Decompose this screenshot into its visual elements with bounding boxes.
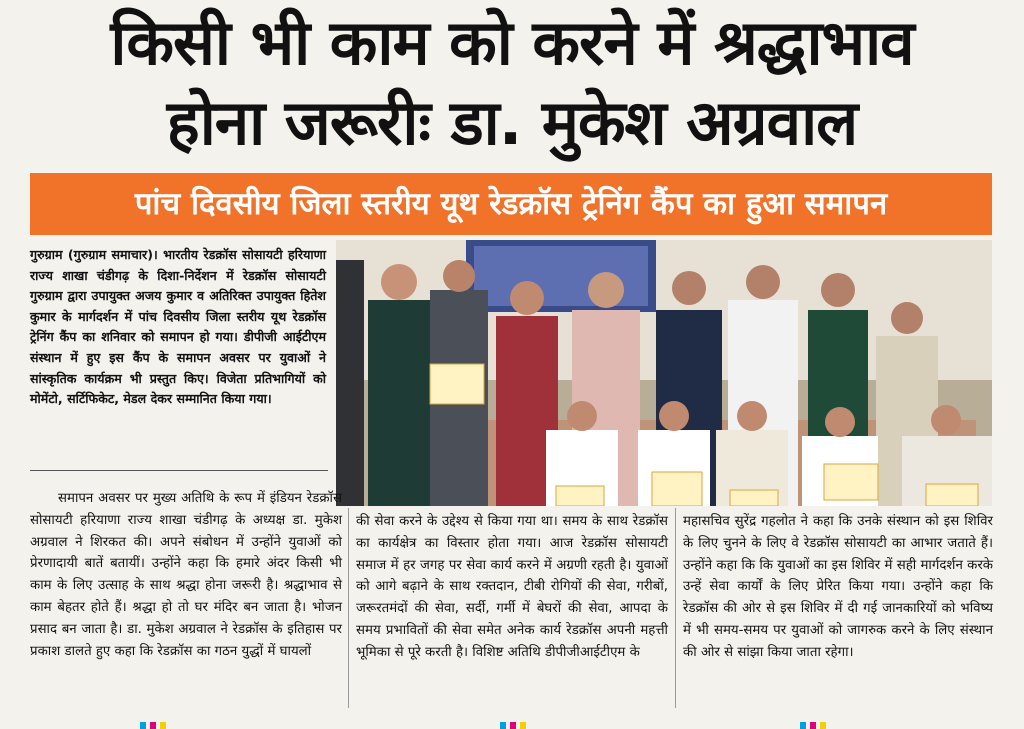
- column-divider: [675, 508, 676, 708]
- article-column-1: समापन अवसर पर मुख्य अतिथि के रूप में इंडियन रेडक्रॉस सोसायटी हरियाणा राज्य शाखा चंडीगढ़ के अध्यक्ष डा. मुकेश अग्रवाल ने शिरकत की। अपने संबोधन में उन्होंने युवाओं को प्रेरणादायी बातें बतायीं। उन्होंने कहा कि हमारे अंदर किसी भी काम के लिए उत्साह के साथ श्रद्धा होना जरूरी है। श्रद्धाभाव से काम बेहतर होते हैं। श्रद्धा हो तो घर मंदिर बन जाता है। भोजन प्रसाद बन जाता है। डा. मुकेश अग्रवाल ने रेडक्रॉस के इतिहास पर प्रकाश डालते हुए कहा कि रेडक्रॉस का गठन युद्धों में घायलों: [30, 491, 342, 659]
- headline-line-2: होना जरूरीः डा. मुकेश अग्रवाल: [166, 86, 858, 159]
- print-registration-marks: [0, 718, 1024, 729]
- lead-divider: [30, 470, 328, 471]
- lead-paragraph: गुरुग्राम (गुरुग्राम समाचार)। भारतीय रेडक्रॉस सोसायटी हरियाणा राज्य शाखा चंडीगढ़ के दिशा-निर्देशन में रेडक्रॉस सोसायटी गुरुग्राम द्वारा उपायुक्त अजय कुमार व अतिरिक्त उपायुक्त हितेश कुमार के मार्गदर्शन में पांच दिवसीय जिला स्तरीय यूथ रेडक्रॉस ट्रेनिंग कैंप का शनिवार को समापन हो गया। डीपीजी आईटीएम संस्थान में हुए इस कैंप के समापन अवसर पर युवाओं ने सांस्कृतिक कार्यक्रम भी प्रस्तुत किए। विजेता प्रतिभागियों को मोमेंटो, सर्टिफिकेट, मेडल देकर सम्मानित किया गया।: [30, 247, 326, 407]
- headline-line-1: किसी भी काम को करने में श्रद्धाभाव: [110, 6, 914, 79]
- event-photo: [336, 240, 992, 506]
- column-divider: [348, 508, 349, 708]
- subheadline: पांच दिवसीय जिला स्तरीय यूथ रेडक्रॉस ट्रेनिंग कैंप का हुआ समापन: [134, 186, 888, 222]
- article-column-2: की सेवा करने के उद्देश्य से किया गया था। समय के साथ रेडक्रॉस का कार्यक्षेत्र का विस्तार होता गया। आज रेडक्रॉस सोसायटी समाज में हर जगह पर सेवा कार्य करने में अग्रणी रहती है। युवाओं को आगे बढ़ाने के साथ रक्तदान, टीबी रोगियों की सेवा, गरीबों, जरूरतमंदों की सेवा, सर्दी, गर्मी में बेघरों की सेवा, आपदा के समय प्रभावितों की सेवा समेत अनेक कार्य रेडक्रॉस अपनी महत्ती भूमिका से पूरे करती है। विशिष्ट अतिथि डीपीजीआईटीएम के: [356, 514, 668, 660]
- article-column-3: महासचिव सुरेंद्र गहलोत ने कहा कि उनके संस्थान को इस शिविर के लिए चुनने के लिए वे रेडक्रॉस सोसायटी का आभार जताते हैं। उन्होंने कहा कि कि युवाओं का इस शिविर में सही मार्गदर्शन करके उन्हें सेवा कार्यों के लिए प्रेरित किया गया। उन्होंने कहा कि रेडक्रॉस की ओर से इस शिविर में दी गई जानकारियों को भविष्य में भी समय-समय पर युवाओं को जागरुक करने के लिए संस्थान की ओर से सांझा किया जाता रहेगा।: [683, 514, 993, 660]
